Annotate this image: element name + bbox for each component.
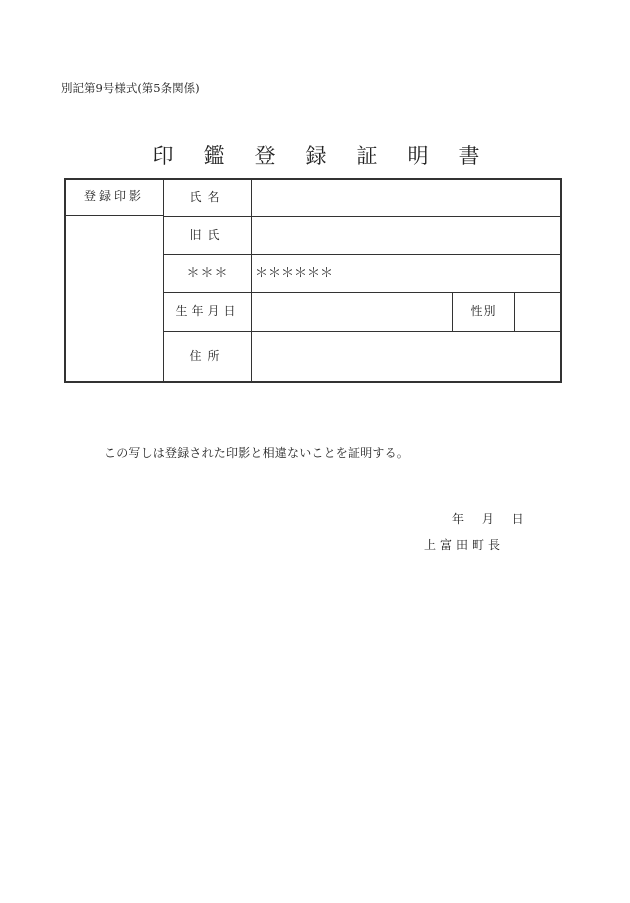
masked-value: ＊＊＊＊＊＊: [255, 266, 334, 281]
gender-label: 性別: [470, 304, 497, 318]
title-char: 証: [356, 144, 378, 168]
issuing-official: 上富田町長: [424, 538, 505, 552]
title-char: 登: [254, 144, 276, 168]
form-reference: 別記第9号様式(第5条関係): [61, 81, 200, 95]
table-divider-h2: [163, 216, 561, 217]
masked-label: ＊＊＊: [186, 266, 229, 281]
birthdate-label: 生年月日: [175, 304, 240, 318]
table-left-border: [64, 178, 66, 383]
table-divider-v4: [514, 293, 515, 331]
title-char: 印: [152, 144, 174, 168]
registered-seal-label: 登録印影: [83, 189, 144, 203]
title-char: 鑑: [203, 144, 225, 168]
certification-statement: この写しは登録された印影と相違ないことを証明する。: [104, 446, 410, 460]
date-line: 年 月 日: [452, 512, 524, 526]
table-divider-h4: [163, 292, 561, 293]
table-divider-h3: [163, 254, 561, 255]
table-divider-h5: [163, 331, 561, 332]
former-name-label: 旧氏: [189, 228, 226, 242]
title-char: 録: [305, 144, 327, 168]
title-char: 書: [458, 144, 480, 168]
table-bottom-border: [64, 381, 561, 383]
table-right-border: [560, 178, 562, 383]
document-title: [0, 140, 630, 168]
table-divider-v2: [251, 178, 252, 383]
address-label: 住所: [189, 349, 226, 363]
table-top-border: [64, 178, 561, 180]
title-char: 明: [407, 144, 429, 168]
name-label: 氏名: [189, 190, 226, 204]
table-divider-h1: [64, 215, 164, 216]
